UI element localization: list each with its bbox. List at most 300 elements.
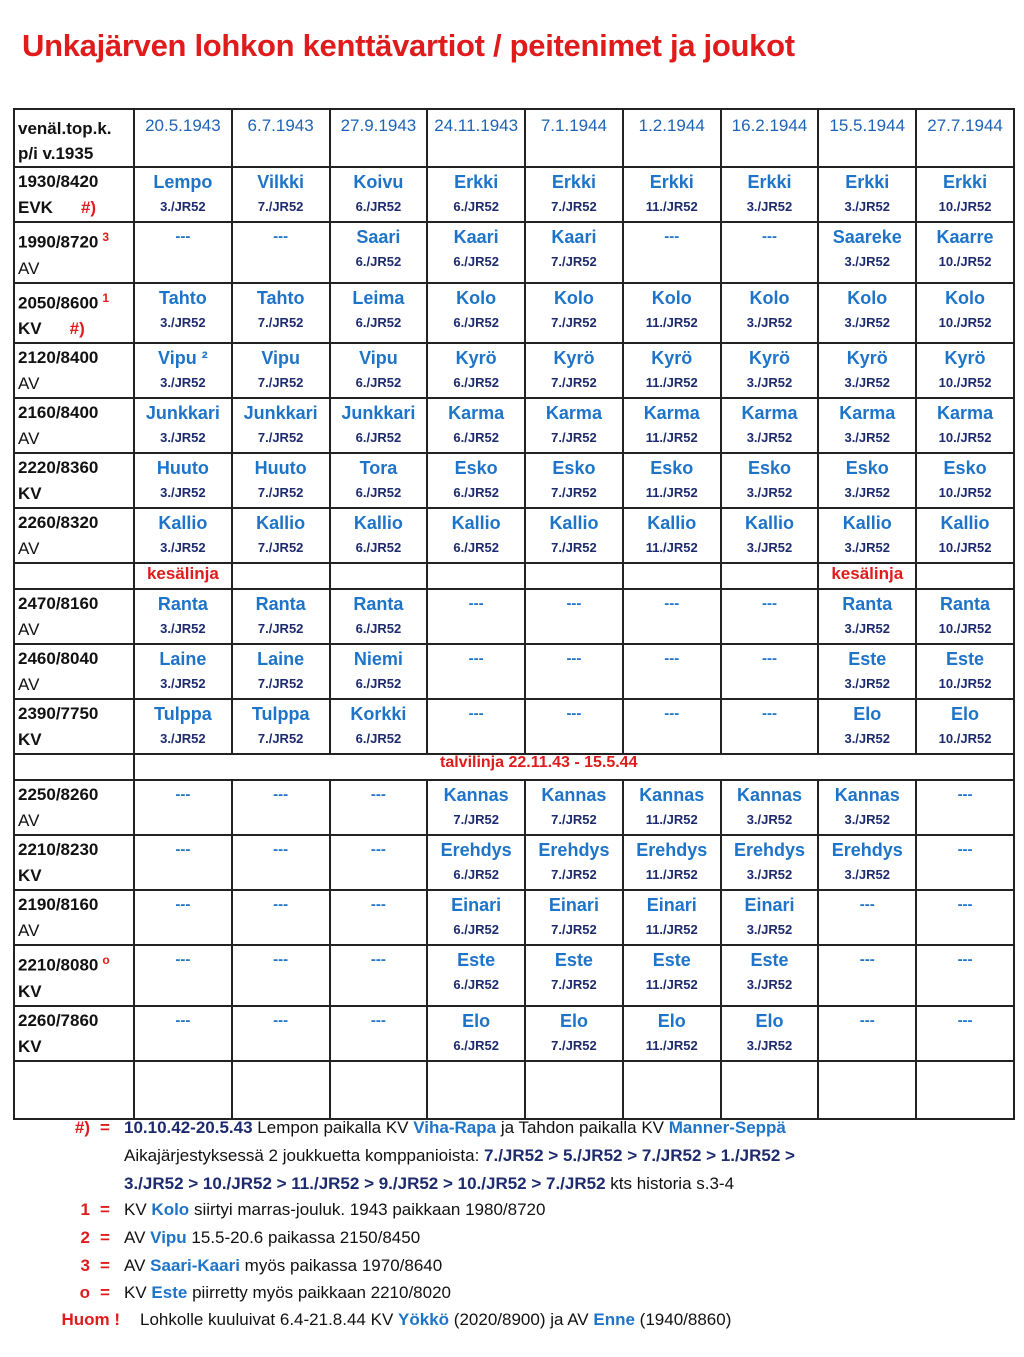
outpost-name: Laine bbox=[257, 649, 305, 670]
outpost-name: Kannas bbox=[736, 785, 802, 806]
outpost-cell bbox=[134, 780, 232, 835]
outpost-cell bbox=[232, 699, 330, 754]
location-cell bbox=[14, 835, 134, 890]
outpost-name: Erkki bbox=[454, 172, 499, 192]
separator-cell bbox=[14, 563, 134, 589]
flag-marker: #) bbox=[80, 198, 97, 217]
location-cell bbox=[14, 222, 134, 283]
outpost-name: Elo bbox=[755, 1010, 784, 1031]
outpost-cell bbox=[232, 167, 330, 222]
unit-label: 3./JR52 bbox=[746, 375, 793, 391]
table-row bbox=[14, 222, 1014, 283]
post-type: AV bbox=[18, 429, 40, 449]
post-type: AV bbox=[18, 539, 40, 559]
unit-label: 3./JR52 bbox=[844, 621, 891, 637]
unit-label: 3./JR52 bbox=[160, 621, 206, 637]
outpost-cell bbox=[916, 222, 1014, 283]
outpost-name: Karma bbox=[937, 403, 994, 424]
coordinate: 1990/8720 bbox=[18, 232, 99, 252]
type-line bbox=[18, 727, 133, 753]
outpost-cell bbox=[427, 589, 525, 644]
outpost-name: Kyrö bbox=[553, 348, 595, 369]
unit-label: 11./JR52 bbox=[645, 977, 698, 993]
empty-dash: --- bbox=[957, 786, 973, 804]
location-cell bbox=[14, 167, 134, 222]
outpost-cell bbox=[818, 453, 916, 508]
outpost-cell bbox=[525, 398, 623, 453]
location-cell bbox=[14, 1006, 134, 1061]
unit-label: 3./JR52 bbox=[160, 676, 206, 692]
outpost-cell bbox=[916, 890, 1014, 945]
outpost-cell bbox=[818, 589, 916, 644]
outpost-cell bbox=[427, 699, 525, 754]
outpost-cell bbox=[330, 508, 428, 563]
outpost-cell bbox=[232, 1006, 330, 1061]
outpost-cell bbox=[525, 222, 623, 283]
outpost-cell bbox=[330, 890, 428, 945]
date-header: 16.2.1944 bbox=[721, 109, 819, 167]
unit-label: 11./JR52 bbox=[645, 922, 698, 938]
blank-cell bbox=[525, 1061, 623, 1119]
note-sequence: 7./JR52 > 5./JR52 > 7./JR52 > 1./JR52 > bbox=[484, 1146, 795, 1165]
coordinate-line bbox=[18, 701, 133, 727]
outpost-name: Huuto bbox=[156, 458, 209, 479]
note-text: AV bbox=[124, 1256, 146, 1275]
outpost-cell bbox=[134, 398, 232, 453]
outpost-cell bbox=[427, 283, 525, 344]
coordinate: 2210/8230 bbox=[18, 840, 99, 860]
outpost-name: Koivu bbox=[353, 172, 404, 192]
outpost-cell bbox=[330, 398, 428, 453]
coordinate: 2260/8320 bbox=[18, 513, 99, 533]
type-line bbox=[18, 481, 133, 507]
outpost-name: Este bbox=[946, 649, 985, 670]
empty-dash: --- bbox=[566, 705, 582, 723]
empty-dash: --- bbox=[664, 705, 680, 723]
unit-label: 6./JR52 bbox=[355, 676, 402, 692]
unit-label: 7./JR52 bbox=[551, 375, 597, 391]
coordinate-line bbox=[18, 224, 133, 256]
outpost-name: Vipu bbox=[261, 348, 300, 369]
outpost-cell bbox=[525, 890, 623, 945]
unit-label: 11./JR52 bbox=[645, 812, 698, 828]
outpost-name: Kannas bbox=[541, 785, 607, 806]
coordinate-line bbox=[18, 400, 133, 426]
unit-label: 7./JR52 bbox=[551, 812, 597, 828]
table-row bbox=[14, 167, 1014, 222]
outpost-name: Este bbox=[848, 649, 887, 670]
separator-cell bbox=[525, 563, 623, 589]
unit-label: 3./JR52 bbox=[746, 1037, 793, 1053]
outpost-cell bbox=[818, 890, 916, 945]
unit-label: 3./JR52 bbox=[160, 540, 206, 556]
unit-label: 3./JR52 bbox=[844, 375, 891, 391]
post-type: AV bbox=[18, 921, 40, 941]
empty-dash: --- bbox=[370, 786, 386, 804]
coordinate-line bbox=[18, 892, 133, 918]
outpost-cell bbox=[721, 780, 819, 835]
outpost-cell bbox=[330, 644, 428, 699]
coordinate-line bbox=[18, 510, 133, 536]
outpost-name: Kaarre bbox=[936, 227, 994, 247]
outpost-name: Tulppa bbox=[154, 704, 212, 725]
blank-cell bbox=[916, 1061, 1014, 1119]
outpost-name: Ranta bbox=[353, 594, 404, 615]
empty-dash: --- bbox=[761, 705, 777, 723]
empty-dash: --- bbox=[370, 951, 386, 969]
empty-dash: --- bbox=[859, 951, 875, 969]
outpost-name: Kolo bbox=[749, 287, 790, 308]
note-name: Viha-Rapa bbox=[413, 1118, 497, 1137]
unit-label: 6./JR52 bbox=[355, 254, 402, 269]
outpost-cell bbox=[134, 699, 232, 754]
unit-label: 7./JR52 bbox=[551, 867, 597, 883]
outpost-name: Einari bbox=[548, 895, 599, 916]
outpost-name: Junkkari bbox=[341, 403, 416, 424]
unit-label: 3./JR52 bbox=[844, 676, 891, 692]
unit-label: 7./JR52 bbox=[257, 540, 304, 556]
empty-dash: --- bbox=[957, 841, 973, 859]
outpost-cell bbox=[818, 835, 916, 890]
outpost-cell bbox=[721, 167, 819, 222]
outpost-cell bbox=[818, 644, 916, 699]
coordinate-line bbox=[18, 591, 133, 617]
outpost-name: Tora bbox=[359, 458, 398, 479]
empty-dash: --- bbox=[761, 650, 777, 668]
outpost-cell bbox=[916, 167, 1014, 222]
separator-cell bbox=[623, 563, 721, 589]
note-text: KV bbox=[124, 1200, 147, 1219]
outpost-name: Erkki bbox=[551, 172, 596, 192]
note-marker: #) bbox=[74, 1118, 90, 1137]
date-header: 27.9.1943 bbox=[330, 109, 428, 167]
unit-label: 7./JR52 bbox=[551, 977, 597, 993]
separator-cell bbox=[330, 563, 428, 589]
unit-label: 11./JR52 bbox=[645, 314, 698, 330]
note-equals: = bbox=[100, 1228, 110, 1247]
unit-label: 3./JR52 bbox=[844, 540, 891, 556]
empty-dash: --- bbox=[859, 1011, 875, 1029]
note-name: Manner-Seppä bbox=[668, 1118, 786, 1137]
coordinate-line bbox=[18, 345, 133, 371]
outpost-name: Elo bbox=[559, 1010, 588, 1031]
type-line bbox=[18, 918, 133, 944]
footnote-ref: 3 bbox=[102, 230, 110, 244]
outpost-cell bbox=[623, 453, 721, 508]
note-text: KV bbox=[124, 1283, 147, 1302]
outpost-name: Erkki bbox=[943, 172, 988, 192]
outpost-name: Vipu bbox=[359, 348, 398, 369]
coordinate: 2160/8400 bbox=[18, 403, 99, 423]
outpost-cell bbox=[427, 1006, 525, 1061]
outpost-name: Huuto bbox=[254, 458, 307, 479]
type-line bbox=[18, 672, 133, 698]
outpost-cell bbox=[623, 835, 721, 890]
unit-label: 3./JR52 bbox=[160, 485, 206, 501]
outpost-cell bbox=[232, 644, 330, 699]
note-text: (2020/8900) ja AV bbox=[453, 1310, 589, 1329]
outpost-cell bbox=[721, 343, 819, 398]
outpost-name: Este bbox=[554, 950, 593, 971]
note-equals: = bbox=[100, 1200, 110, 1219]
empty-dash: --- bbox=[957, 1011, 973, 1029]
date-header: 15.5.1944 bbox=[818, 109, 916, 167]
outpost-cell bbox=[232, 222, 330, 283]
outpost-cell bbox=[525, 589, 623, 644]
outpost-cell bbox=[818, 167, 916, 222]
header-label-1: venäl.top.k. bbox=[18, 119, 112, 138]
outpost-cell bbox=[134, 589, 232, 644]
outpost-name: Erehdys bbox=[440, 840, 512, 861]
unit-label: 6./JR52 bbox=[453, 254, 499, 269]
unit-label: 7./JR52 bbox=[551, 485, 597, 501]
coordinate-line bbox=[18, 837, 133, 863]
outpost-name: Junkkari bbox=[243, 403, 318, 424]
note-equals: = bbox=[100, 1283, 110, 1302]
outpost-name: Kallio bbox=[940, 513, 990, 534]
outpost-cell bbox=[623, 283, 721, 344]
outpost-cell bbox=[427, 343, 525, 398]
outpost-name: Kyrö bbox=[455, 348, 497, 369]
empty-dash: --- bbox=[273, 786, 289, 804]
coordinate: 2120/8400 bbox=[18, 348, 99, 368]
outpost-cell bbox=[232, 780, 330, 835]
outpost-cell bbox=[427, 890, 525, 945]
unit-label: 6./JR52 bbox=[355, 314, 402, 330]
outpost-name: Karma bbox=[741, 403, 798, 424]
outpost-cell bbox=[721, 508, 819, 563]
outpost-name: Einari bbox=[646, 895, 697, 916]
empty-dash: --- bbox=[566, 650, 582, 668]
outpost-name: Tahto bbox=[159, 287, 207, 308]
type-line bbox=[18, 617, 133, 643]
blank-cell bbox=[427, 1061, 525, 1119]
outpost-cell bbox=[916, 283, 1014, 344]
empty-dash: --- bbox=[664, 228, 680, 245]
outpost-name: Kannas bbox=[639, 785, 705, 806]
outpost-name: Laine bbox=[159, 649, 207, 670]
unit-label: 3./JR52 bbox=[844, 254, 891, 269]
outpost-name: Elo bbox=[853, 704, 882, 725]
unit-label: 3./JR52 bbox=[844, 199, 891, 214]
outpost-cell bbox=[721, 589, 819, 644]
post-type: AV bbox=[18, 620, 40, 640]
note-marker: 3 bbox=[80, 1256, 90, 1275]
outpost-name: Erkki bbox=[845, 172, 890, 192]
note-text: myös paikassa 1970/8640 bbox=[244, 1256, 443, 1275]
unit-label: 6./JR52 bbox=[453, 540, 499, 556]
unit-label: 3./JR52 bbox=[160, 375, 206, 391]
outpost-name: Lempo bbox=[153, 172, 213, 192]
blank-cell bbox=[330, 1061, 428, 1119]
note-equals: = bbox=[100, 1118, 110, 1137]
outpost-cell bbox=[916, 835, 1014, 890]
empty-dash: --- bbox=[370, 841, 386, 859]
unit-label: 11./JR52 bbox=[645, 1037, 698, 1053]
outpost-cell bbox=[623, 167, 721, 222]
outpost-cell bbox=[134, 945, 232, 1006]
note-marker: 2 bbox=[80, 1228, 90, 1247]
outpost-cell bbox=[916, 780, 1014, 835]
empty-dash: --- bbox=[859, 896, 875, 914]
unit-label: 3./JR52 bbox=[160, 731, 206, 747]
post-type: AV bbox=[18, 811, 40, 831]
blank-row bbox=[14, 1061, 1014, 1119]
outpost-name: Kallio bbox=[158, 513, 208, 534]
outpost-name: Kallio bbox=[451, 513, 501, 534]
unit-label: 6./JR52 bbox=[453, 922, 499, 938]
empty-dash: --- bbox=[566, 595, 582, 613]
unit-label: 11./JR52 bbox=[645, 199, 698, 214]
coordinate: 2220/8360 bbox=[18, 458, 99, 478]
outpost-cell bbox=[232, 398, 330, 453]
outpost-cell bbox=[721, 453, 819, 508]
unit-label: 6./JR52 bbox=[355, 540, 402, 556]
unit-label: 6./JR52 bbox=[453, 199, 499, 214]
note-sequence: 3./JR52 > 10./JR52 > 11./JR52 > 9./JR52 > 10./JR52 > 7./JR52 bbox=[124, 1174, 606, 1193]
coordinate: 2210/8080 bbox=[18, 955, 99, 975]
outpost-cell bbox=[330, 283, 428, 344]
outpost-cell bbox=[525, 283, 623, 344]
empty-dash: --- bbox=[468, 650, 484, 668]
outpost-name: Vipu ² bbox=[158, 348, 208, 369]
outpost-cell bbox=[134, 453, 232, 508]
outpost-cell bbox=[721, 699, 819, 754]
outpost-name: Erehdys bbox=[733, 840, 805, 861]
outpost-name: Kannas bbox=[834, 785, 900, 806]
location-cell bbox=[14, 343, 134, 398]
summer-line-label: kesälinja bbox=[831, 564, 904, 584]
location-cell bbox=[14, 283, 134, 344]
outpost-cell bbox=[427, 453, 525, 508]
note-text: kts historia s.3-4 bbox=[610, 1174, 735, 1193]
coordinate-line bbox=[18, 947, 133, 979]
unit-label: 7./JR52 bbox=[257, 621, 304, 637]
blank-cell bbox=[232, 1061, 330, 1119]
outpost-cell bbox=[721, 222, 819, 283]
empty-dash: --- bbox=[175, 786, 191, 804]
outpost-name: Kolo bbox=[651, 287, 692, 308]
date-header: 27.7.1944 bbox=[916, 109, 1014, 167]
unit-label: 7./JR52 bbox=[257, 485, 304, 501]
empty-dash: --- bbox=[273, 1011, 289, 1029]
unit-label: 3./JR52 bbox=[746, 314, 793, 330]
outpost-name: Esko bbox=[845, 458, 889, 479]
outpost-cell bbox=[623, 398, 721, 453]
outpost-name: Esko bbox=[747, 458, 791, 479]
outpost-name: Ranta bbox=[157, 594, 208, 615]
outpost-name: Kallio bbox=[256, 513, 306, 534]
outpost-name: Kallio bbox=[353, 513, 403, 534]
coordinate: 2460/8040 bbox=[18, 649, 99, 669]
note-dates: 10.10.42-20.5.43 bbox=[124, 1118, 253, 1137]
unit-label: 10./JR52 bbox=[938, 540, 992, 556]
unit-label: 3./JR52 bbox=[746, 812, 793, 828]
outpost-name: Kallio bbox=[842, 513, 892, 534]
coordinate: 2250/8260 bbox=[18, 785, 99, 805]
separator-cell bbox=[818, 563, 916, 589]
outpost-cell bbox=[721, 945, 819, 1006]
blank-cell bbox=[134, 1061, 232, 1119]
outpost-name: Erehdys bbox=[538, 840, 610, 861]
outpost-name: Niemi bbox=[353, 649, 403, 670]
outpost-cell bbox=[427, 780, 525, 835]
unit-label: 10./JR52 bbox=[938, 375, 992, 391]
outpost-name: Kallio bbox=[647, 513, 697, 534]
outpost-cell bbox=[525, 453, 623, 508]
empty-dash: --- bbox=[468, 705, 484, 723]
outpost-cell bbox=[232, 283, 330, 344]
coordinate-line bbox=[18, 782, 133, 808]
unit-label: 11./JR52 bbox=[645, 485, 698, 501]
unit-label: 7./JR52 bbox=[551, 254, 597, 269]
outpost-cell bbox=[330, 1006, 428, 1061]
outpost-cell bbox=[330, 589, 428, 644]
coordinate-line bbox=[18, 285, 133, 317]
outpost-table bbox=[13, 108, 1015, 1120]
date-header: 6.7.1943 bbox=[232, 109, 330, 167]
outpost-name: Kannas bbox=[443, 785, 509, 806]
unit-label: 10./JR52 bbox=[938, 485, 992, 501]
empty-dash: --- bbox=[370, 896, 386, 914]
unit-label: 11./JR52 bbox=[645, 375, 698, 391]
post-type: KV bbox=[18, 484, 42, 504]
type-line bbox=[18, 979, 133, 1005]
table-row bbox=[14, 835, 1014, 890]
outpost-cell bbox=[330, 699, 428, 754]
outpost-cell bbox=[916, 343, 1014, 398]
empty-dash: --- bbox=[468, 595, 484, 613]
outpost-name: Kaari bbox=[453, 227, 499, 247]
unit-label: 10./JR52 bbox=[938, 430, 992, 446]
note-name: Yökkö bbox=[398, 1310, 450, 1329]
location-cell bbox=[14, 453, 134, 508]
outpost-cell bbox=[427, 644, 525, 699]
coordinate-line bbox=[18, 169, 133, 195]
unit-label: 7./JR52 bbox=[257, 314, 304, 330]
unit-label: 3./JR52 bbox=[844, 731, 891, 747]
outpost-cell bbox=[916, 398, 1014, 453]
outpost-cell bbox=[525, 1006, 623, 1061]
type-line bbox=[18, 256, 133, 282]
type-line bbox=[18, 536, 133, 562]
outpost-cell bbox=[525, 780, 623, 835]
coordinate: 1930/8420 bbox=[18, 172, 99, 191]
coordinate-line bbox=[18, 1008, 133, 1034]
unit-label: 10./JR52 bbox=[938, 676, 992, 692]
post-type: EVK bbox=[18, 198, 53, 217]
outpost-name: Kolo bbox=[847, 287, 888, 308]
outpost-cell bbox=[623, 890, 721, 945]
outpost-cell bbox=[525, 835, 623, 890]
table-row bbox=[14, 890, 1014, 945]
outpost-name: Kolo bbox=[553, 287, 594, 308]
note-text: Lempon paikalla KV bbox=[257, 1118, 409, 1137]
post-type: AV bbox=[18, 675, 40, 695]
empty-dash: --- bbox=[175, 228, 191, 245]
unit-label: 7./JR52 bbox=[551, 430, 597, 446]
outpost-cell bbox=[818, 945, 916, 1006]
outpost-name: Elo bbox=[462, 1010, 491, 1031]
unit-label: 11./JR52 bbox=[645, 867, 698, 883]
unit-label: 3./JR52 bbox=[746, 485, 793, 501]
unit-label: 6./JR52 bbox=[453, 867, 499, 883]
type-line bbox=[18, 1034, 133, 1060]
coordinate: 2390/7750 bbox=[18, 704, 99, 724]
outpost-name: Ranta bbox=[255, 594, 306, 615]
table-row bbox=[14, 283, 1014, 344]
location-cell bbox=[14, 644, 134, 699]
